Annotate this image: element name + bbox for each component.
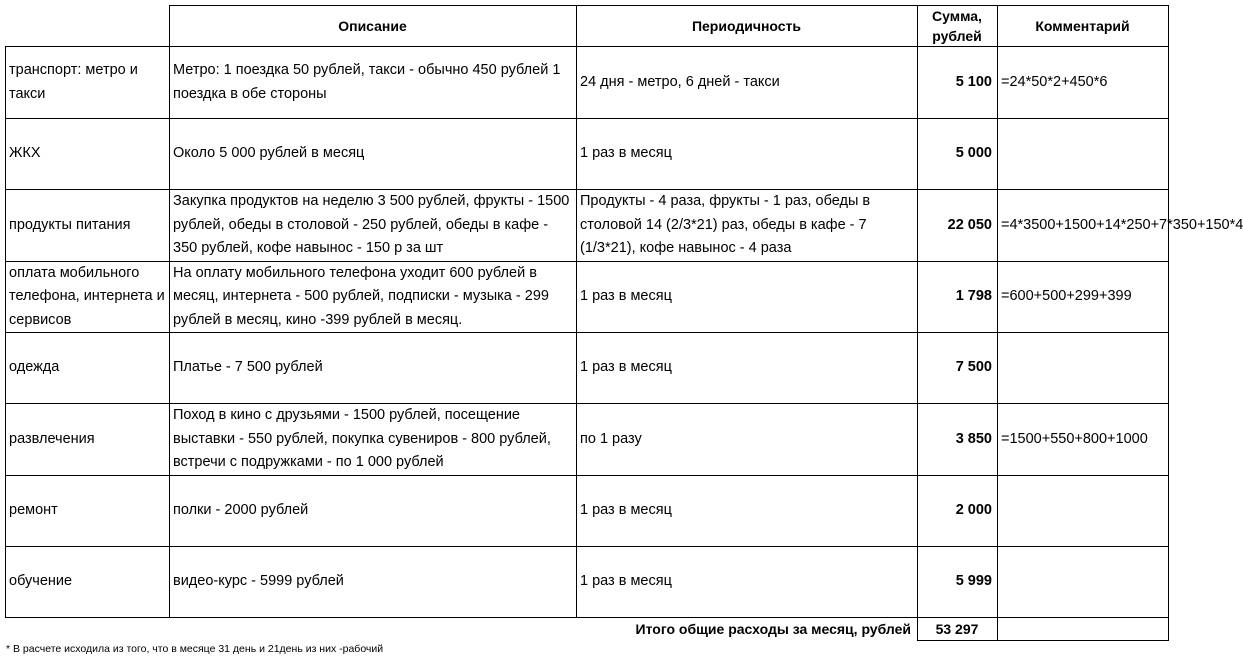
row-comment [998,475,1169,546]
row-category: ЖКХ [6,119,170,190]
row-category: ремонт [6,475,170,546]
row-description: Метро: 1 поездка 50 рублей, такси - обычно 450 рублей 1 поездка в обе стороны [170,47,577,119]
row-sum: 1 798 [918,261,998,333]
total-row [6,617,1169,640]
row-sum: 2 000 [918,475,998,546]
total-comment-cell [998,617,1169,640]
row-sum: 5 000 [918,119,998,190]
table-row [6,546,1169,617]
row-category: продукты питания [6,190,170,262]
row-sum: 5 999 [918,546,998,617]
row-periodicity: 1 раз в месяц [577,261,918,333]
expenses-table [5,5,1243,641]
total-label: Итого общие расходы за месяц, рублей [6,617,918,640]
header-category [6,6,170,47]
total-value: 53 297 [918,617,998,640]
row-periodicity: 1 раз в месяц [577,546,918,617]
row-category: оплата мобильного телефона, интернета и сервисов [6,261,170,333]
row-category: обучение [6,546,170,617]
row-description: Поход в кино с друзьями - 1500 рублей, посещение выставки - 550 рублей, покупка сувениров - 800 рублей, встречи с подружками - по 1 000 рублей [170,404,577,476]
row-comment: =600+500+299+399 [998,261,1169,333]
table-row [6,119,1169,190]
header-description: Описание [170,6,577,47]
row-sum: 7 500 [918,333,998,404]
footnote: * В расчете исходила из того, что в месяце 31 день и 21день из них -рабочий [6,643,384,655]
row-description: Платье - 7 500 рублей [170,333,577,404]
header-periodicity: Периодичность [577,6,918,47]
row-sum: 3 850 [918,404,998,476]
row-periodicity: Продукты - 4 раза, фрукты - 1 раз, обеды в столовой 14 (2/3*21) раз, обеды в кафе - 7 (1/3*21), кофе навынос - 4 раза [577,190,918,262]
row-comment [998,546,1169,617]
row-periodicity: по 1 разу [577,404,918,476]
row-comment [998,119,1169,190]
row-comment: =1500+550+800+1000 [998,404,1169,476]
row-periodicity: 1 раз в месяц [577,119,918,190]
row-description: полки - 2000 рублей [170,475,577,546]
row-sum: 22 050 [918,190,998,262]
row-comment: =4*3500+1500+14*250+7*350+150*4 [998,190,1169,262]
row-category: транспорт: метро и такси [6,47,170,119]
row-description: На оплату мобильного телефона уходит 600 рублей в месяц, интернета - 500 рублей, подписки - музыка - 299 рублей в месяц, кино -399 рублей в месяц. [170,261,577,333]
table-row [6,404,1169,476]
row-periodicity: 1 раз в месяц [577,475,918,546]
table-row [6,333,1169,404]
table-row [6,47,1169,119]
table-row [6,190,1169,262]
row-category: одежда [6,333,170,404]
row-category: развлечения [6,404,170,476]
row-sum: 5 100 [918,47,998,119]
header-sum: Сумма, рублей [918,6,998,47]
table-row [6,261,1169,333]
header-row [6,6,1169,47]
row-comment: =24*50*2+450*6 [998,47,1169,119]
row-periodicity: 24 дня - метро, 6 дней - такси [577,47,918,119]
table-row [6,475,1169,546]
row-description: видео-курс - 5999 рублей [170,546,577,617]
row-description: Закупка продуктов на неделю 3 500 рублей, фрукты - 1500 рублей, обеды в столовой - 250 рублей, обеды в кафе - 350 рублей, кофе навынос - 150 р за шт [170,190,577,262]
row-comment [998,333,1169,404]
row-periodicity: 1 раз в месяц [577,333,918,404]
header-comment: Комментарий [998,6,1169,47]
row-description: Около 5 000 рублей в месяц [170,119,577,190]
